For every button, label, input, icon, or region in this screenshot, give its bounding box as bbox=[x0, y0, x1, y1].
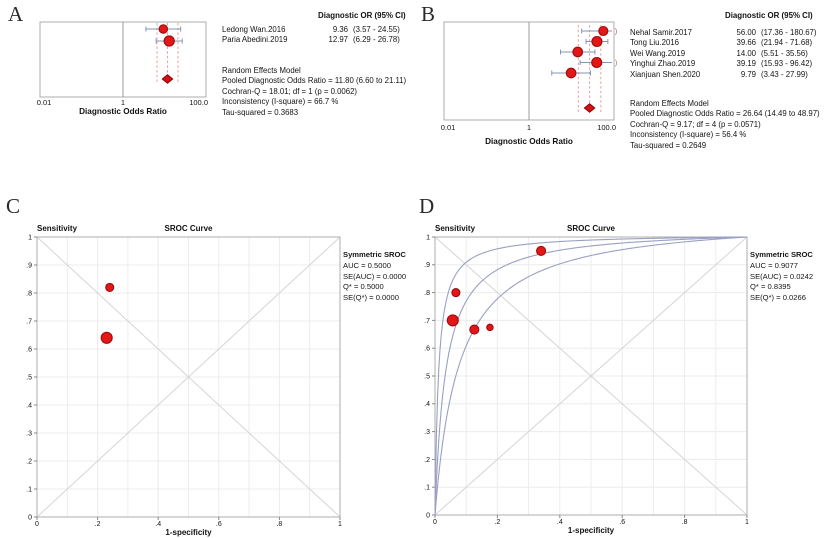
forest-a-header: Diagnostic OR (95% CI) bbox=[318, 11, 406, 20]
study-or: 56.00 bbox=[736, 28, 756, 37]
y-tick-label: .9 bbox=[424, 262, 430, 270]
y-tick-label: 0 bbox=[28, 514, 32, 522]
x-tick-label: 0 bbox=[433, 519, 437, 526]
y-axis-title: Sensitivity bbox=[37, 224, 78, 233]
y-tick-label: .4 bbox=[424, 401, 430, 409]
study-ci: (15.93 - 96.42) bbox=[761, 59, 813, 69]
y-tick-label: .5 bbox=[424, 373, 430, 381]
study-or: 39.66 bbox=[736, 38, 756, 48]
x-axis-title: Diagnostic Odds Ratio bbox=[79, 107, 167, 116]
y-tick-label: .7 bbox=[26, 318, 32, 326]
x-tick-label: .2 bbox=[94, 521, 101, 528]
y-tick-label: .8 bbox=[26, 290, 32, 298]
study-or: 39.19 bbox=[736, 59, 756, 69]
study-name: Wei Wang.2019 bbox=[630, 48, 686, 58]
ci-clipped-bracket: ) bbox=[614, 60, 618, 67]
y-tick-label: .6 bbox=[26, 346, 32, 354]
study-name: Paria Abedini.2019 bbox=[222, 35, 288, 45]
legend-line: SE(Q*) = 0.0266 bbox=[750, 293, 806, 303]
study-point bbox=[159, 25, 167, 33]
study-row bbox=[630, 28, 816, 38]
legend-line: Q* = 0.5000 bbox=[343, 282, 384, 292]
legend-line: SE(AUC) = 0.0242 bbox=[750, 271, 814, 281]
legend-line: SE(Q*) = 0.0000 bbox=[343, 293, 399, 303]
study-ci: (5.51 - 35.56) bbox=[761, 48, 808, 58]
forest-a-stats bbox=[222, 66, 406, 118]
study-ci: (3.43 - 27.99) bbox=[761, 69, 808, 79]
x-tick-label: 100.0 bbox=[597, 123, 616, 132]
y-tick-label: .1 bbox=[26, 486, 32, 494]
x-axis-title: Diagnostic Odds Ratio bbox=[485, 137, 573, 146]
stats-line: Pooled Diagnostic Odds Ratio = 11.80 (6.60 to 21.11) bbox=[222, 76, 407, 86]
study-ci: (3.57 - 24.55) bbox=[353, 25, 400, 34]
panel-b-label: B bbox=[421, 2, 436, 26]
study-name: Tong Liu.2016 bbox=[630, 38, 679, 48]
study-row bbox=[630, 38, 816, 48]
x-tick-label: 1 bbox=[526, 123, 532, 132]
study-point bbox=[470, 325, 479, 334]
ci-clipped-bracket: ) bbox=[614, 28, 618, 36]
study-point bbox=[447, 315, 458, 326]
study-point bbox=[592, 58, 602, 68]
y-tick-label: .5 bbox=[26, 374, 32, 382]
legend-title: Symmetric SROC bbox=[750, 250, 813, 259]
study-row bbox=[630, 70, 816, 80]
study-point bbox=[101, 332, 112, 343]
study-name: Yinghui Zhao.2019 bbox=[630, 59, 696, 69]
study-point bbox=[599, 27, 608, 36]
chart-title: SROC Curve bbox=[164, 224, 213, 233]
y-tick-label: .7 bbox=[424, 317, 430, 325]
x-tick-label: .4 bbox=[155, 521, 162, 528]
y-tick-label: .2 bbox=[26, 458, 32, 466]
forest-b-study-list bbox=[630, 28, 816, 80]
sroc-plot-c bbox=[0, 195, 440, 538]
y-axis-title: Sensitivity bbox=[435, 224, 476, 233]
panel-b-text bbox=[630, 11, 824, 156]
study-point bbox=[452, 289, 460, 297]
x-tick-label: 1 bbox=[338, 521, 342, 528]
x-tick-label: 100.0 bbox=[189, 98, 208, 107]
y-tick-label: .3 bbox=[424, 429, 430, 436]
study-or: 14.00 bbox=[736, 48, 756, 58]
sroc-legend-c bbox=[343, 250, 406, 304]
y-tick-label: 1 bbox=[426, 234, 430, 242]
y-tick-label: .3 bbox=[26, 430, 32, 438]
study-name: Xianjuan Shen.2020 bbox=[630, 69, 701, 79]
x-tick-label: .6 bbox=[619, 519, 626, 526]
study-or: 9.36 bbox=[332, 25, 348, 34]
study-point bbox=[592, 37, 602, 47]
forest-b-stats bbox=[630, 99, 820, 151]
stats-line: Inconsistency (I-square) = 56.4 % bbox=[630, 130, 747, 140]
y-tick-label: .8 bbox=[424, 290, 430, 297]
y-tick-label: 1 bbox=[28, 234, 32, 242]
panel-a-text bbox=[222, 11, 412, 136]
panel-c-label: C bbox=[6, 194, 21, 218]
study-name: Ledong Wan.2016 bbox=[222, 25, 286, 34]
x-tick-label: 0.01 bbox=[36, 98, 52, 107]
stats-line: Random Effects Model bbox=[630, 99, 709, 108]
x-tick-label: 1 bbox=[745, 519, 749, 526]
y-tick-label: .9 bbox=[26, 262, 32, 270]
legend-title: Symmetric SROC bbox=[343, 250, 406, 259]
panel-d-label: D bbox=[419, 194, 435, 218]
study-ci: (6.29 - 26.78) bbox=[353, 35, 400, 45]
x-tick-label: 0 bbox=[35, 521, 39, 528]
stats-line: Random Effects Model bbox=[222, 66, 301, 75]
x-tick-label: .4 bbox=[556, 519, 563, 526]
y-tick-label: .1 bbox=[424, 484, 430, 492]
study-row bbox=[222, 35, 400, 45]
study-ci: (17.36 - 180.67) bbox=[761, 28, 817, 37]
legend-line: Q* = 0.8395 bbox=[750, 282, 791, 292]
x-tick-label: .8 bbox=[681, 519, 688, 526]
study-point bbox=[573, 47, 583, 57]
study-point bbox=[566, 68, 576, 78]
study-row bbox=[222, 25, 400, 35]
x-tick-label: .6 bbox=[215, 521, 222, 528]
legend-line: AUC = 0.5000 bbox=[343, 260, 391, 270]
legend-line: SE(AUC) = 0.0000 bbox=[343, 271, 407, 281]
y-tick-label: .4 bbox=[26, 402, 32, 410]
forest-plot-a bbox=[25, 14, 230, 126]
stats-line: Pooled Diagnostic Odds Ratio = 26.64 (14.49 to 48.97) bbox=[630, 109, 820, 119]
chart-title: SROC Curve bbox=[566, 224, 616, 233]
study-or: 9.79 bbox=[740, 69, 756, 79]
stats-line: Cochran-Q = 9.17; df = 4 (p = 0.0571) bbox=[630, 119, 761, 129]
study-point bbox=[487, 324, 493, 330]
y-tick-label: .2 bbox=[424, 456, 430, 464]
study-point bbox=[537, 246, 546, 255]
sroc-plot-d bbox=[418, 195, 824, 538]
y-tick-label: .6 bbox=[424, 345, 430, 353]
x-tick-label: 1 bbox=[120, 98, 126, 107]
stats-line: Inconsistency (I-square) = 66.7 % bbox=[222, 97, 339, 107]
stats-line: Tau-squared = 0.2649 bbox=[630, 140, 707, 150]
x-axis-title: 1-specificity bbox=[567, 526, 615, 535]
study-row bbox=[630, 49, 816, 59]
forest-plot-b bbox=[430, 14, 635, 154]
study-point bbox=[106, 283, 114, 291]
study-row bbox=[630, 59, 816, 69]
sroc-legend-d bbox=[750, 250, 813, 304]
study-or: 12.97 bbox=[328, 35, 348, 45]
x-tick-label: .2 bbox=[494, 519, 501, 526]
x-tick-label: .8 bbox=[276, 521, 283, 528]
forest-a-study-list bbox=[222, 25, 400, 46]
stats-line: Tau-squared = 0.3683 bbox=[222, 107, 299, 117]
stats-line: Cochran-Q = 18.01; df = 1 (p = 0.0062) bbox=[222, 86, 358, 96]
panel-a-label: A bbox=[8, 2, 24, 26]
y-tick-label: 0 bbox=[426, 512, 430, 520]
study-ci: (21.94 - 71.68) bbox=[761, 38, 813, 48]
study-point bbox=[164, 36, 174, 46]
study-name: Nehal Samir.2017 bbox=[630, 28, 692, 37]
legend-line: AUC = 0.9077 bbox=[750, 260, 798, 270]
x-axis-title: 1-specificity bbox=[165, 528, 212, 537]
forest-b-header: Diagnostic OR (95% CI) bbox=[725, 11, 813, 20]
x-tick-label: 0.01 bbox=[440, 123, 456, 132]
